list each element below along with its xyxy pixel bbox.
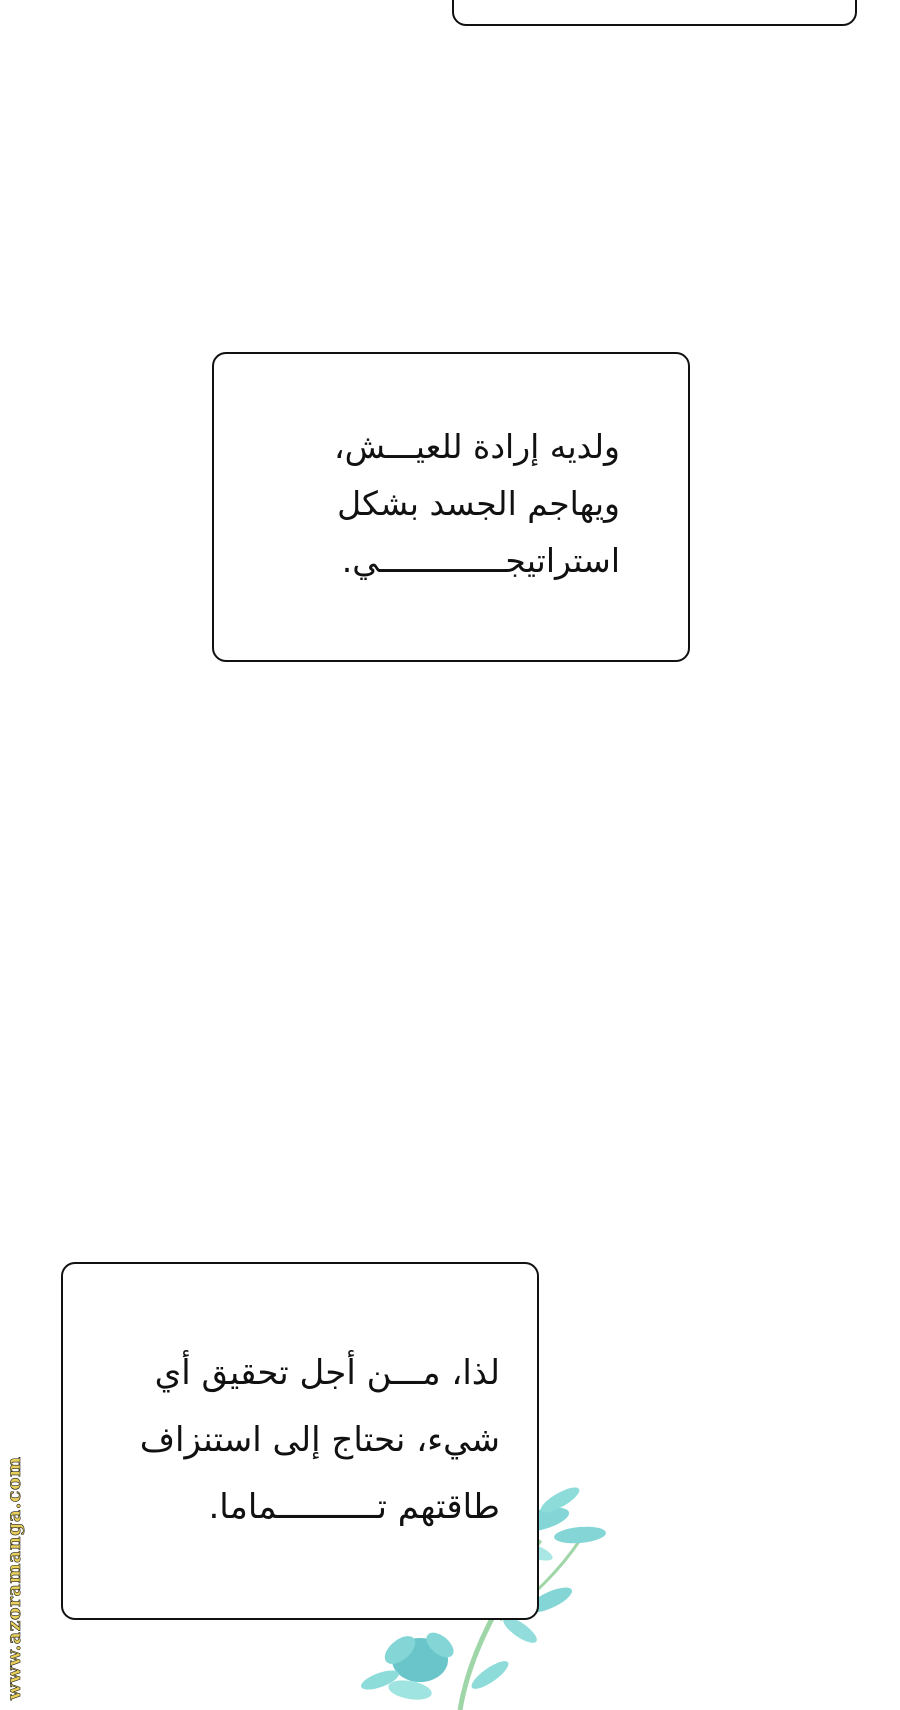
caption-line: ويهاجم الجسد بشكل — [337, 484, 620, 523]
caption-bottom — [95, 1340, 500, 1541]
caption-middle — [270, 418, 620, 589]
caption-line: طاقتهم تــــــــــماما. — [208, 1487, 500, 1527]
caption-line: شيء، نحتاج إلى استنزاف — [139, 1420, 500, 1460]
caption-line: لذا، مـــن أجل تحقيق أي — [154, 1353, 500, 1393]
caption-line: استراتيجـــــــــــــي. — [341, 541, 620, 580]
caption-line: ولديه إرادة للعيـــش، — [333, 427, 620, 466]
site-watermark: www.azoramanga.com — [3, 1456, 25, 1700]
speech-box-top — [452, 0, 857, 26]
